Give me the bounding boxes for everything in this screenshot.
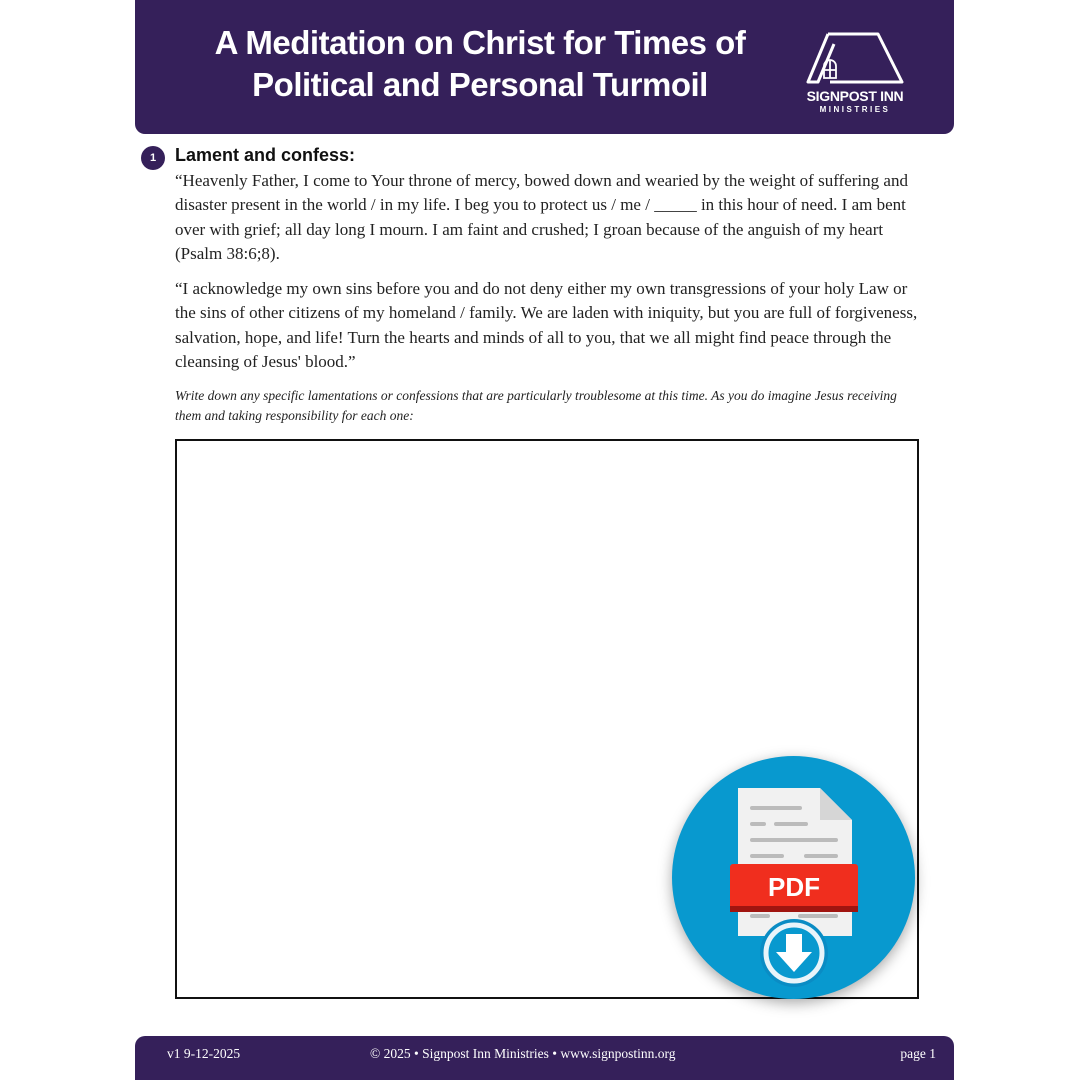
section-heading: Lament and confess: (175, 145, 356, 165)
prayer-paragraph-2: “I acknowledge my own sins before you and do not deny either my own transgressions of your holy Law or the sins of other citizens of my homeland / family. We are laden with iniquity, but you are full of forgiveness, salvation, hope, and life! Turn the hearts and minds of all to you, that we all might find peace through the cleansing of Jesus' blood.” (175, 279, 918, 372)
house-icon (800, 30, 910, 88)
signpost-inn-logo (800, 30, 910, 118)
pdf-download-badge[interactable] (672, 756, 915, 999)
footer-bar (135, 1036, 954, 1080)
section-number-badge: 1 (141, 146, 165, 170)
page-number: page 1 (900, 1046, 936, 1061)
pdf-label: PDF (768, 872, 820, 902)
page-title: A Meditation on Christ for Times of Political and Personal Turmoil (214, 24, 746, 103)
copyright-text: © 2025 • Signpost Inn Ministries • www.signpostinn.org (370, 1046, 676, 1061)
logo-subtitle: MINISTRIES (819, 105, 891, 114)
logo-name: SIGNPOST INN (806, 88, 904, 104)
instruction-text: Write down any specific lamentations or confessions that are particularly troublesome at this time. As you do imagine Jesus receiving them and taking responsibility for each one: (175, 388, 897, 423)
version-text: v1 9-12-2025 (167, 1046, 241, 1061)
header-banner (135, 0, 954, 134)
prayer-paragraph-1: “Heavenly Father, I come to Your throne of mercy, bowed down and wearied by the weight of suffering and disaster present in the world / in my life. I beg you to protect us / me / _____ in this hour of need. I am bent over with grief; all day long I mourn. I am faint and crushed; I groan because of the anguish of my heart (Psalm 38:6;8). (175, 171, 908, 264)
pdf-download-icon (672, 756, 915, 999)
